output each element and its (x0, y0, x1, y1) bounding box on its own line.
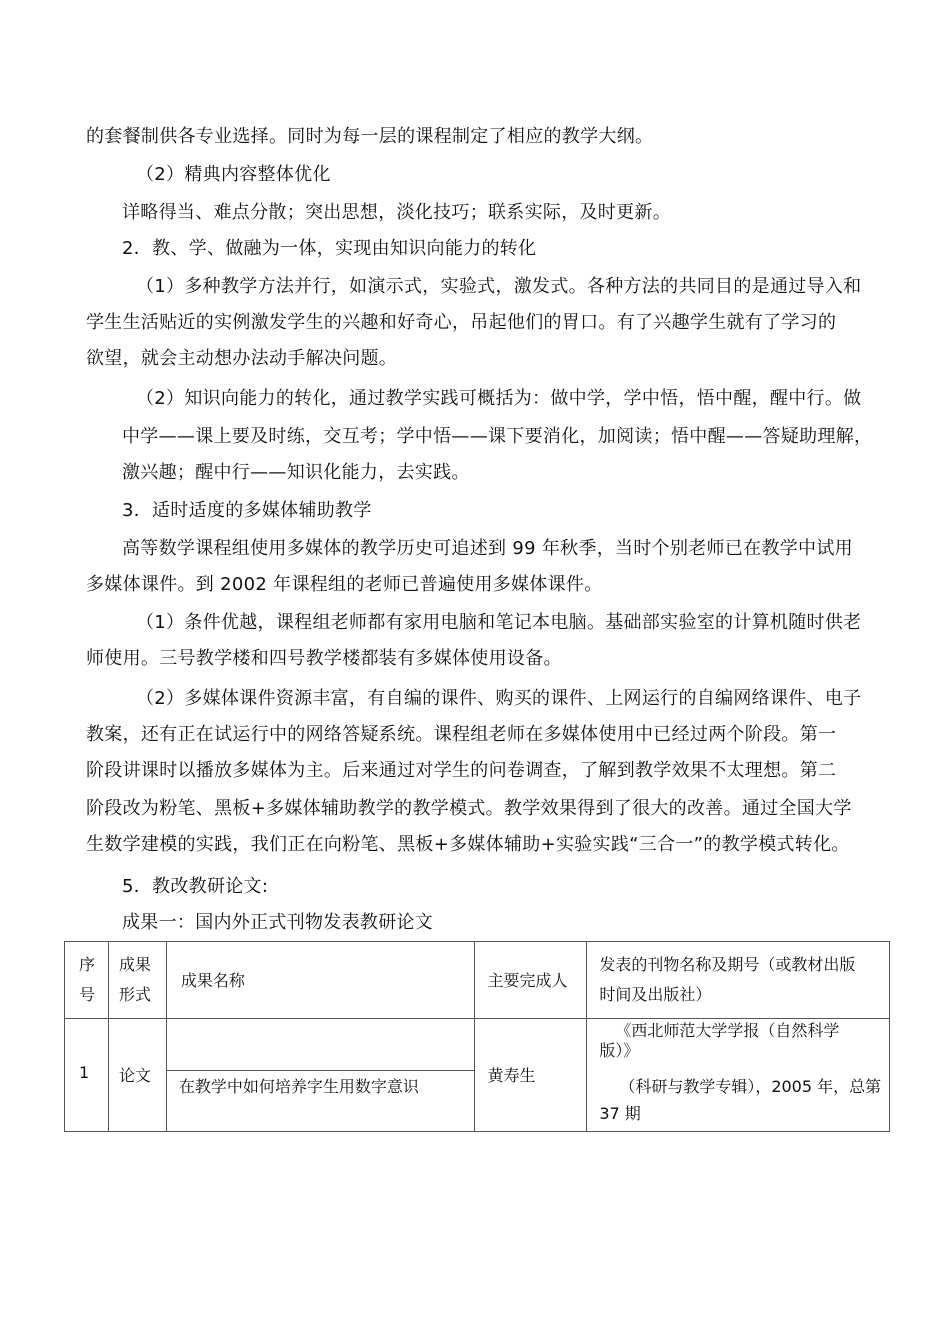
paragraph-line: 欲望，就会主动想办法动手解决问题。 (86, 348, 398, 369)
cell-name (166, 1019, 475, 1132)
paragraph-line: 教案，还有正在试运行中的网络答疑系统。课程组老师在多媒体使用中已经过两个阶段。第一 (86, 724, 837, 745)
header-type-line1: 成果 (118, 955, 151, 974)
paragraph-line: 中学——课上要及时练，交互考；学中悟——课下要消化，加阅读；悟中醒——答疑助理解， (122, 426, 873, 447)
header-pub-line2: 时间及出版社） (599, 985, 712, 1004)
cell-pub-line1: 《西北师范大学学报（自然科学 (615, 1021, 840, 1040)
header-author (475, 942, 587, 1019)
cell-seq (65, 1019, 109, 1132)
header-type (108, 942, 166, 1019)
paragraph-line: 师使用。三号教学楼和四号教学楼都装有多媒体使用设备。 (86, 648, 562, 669)
cell-seq-text: 1 (79, 1063, 90, 1082)
paragraph-line: 阶段改为粉笔、黑板+多媒体辅助教学的教学模式。教学效果得到了很大的改善。通过全国大学 (86, 798, 852, 819)
paragraph-line: 详略得当、难点分散；突出思想，淡化技巧；联系实际，及时更新。 (122, 202, 671, 223)
cell-name-text: 在教学中如何培养字生用数字意识 (167, 1070, 475, 1099)
table-header-row (65, 942, 890, 1019)
results-table (64, 941, 890, 1132)
cell-type-text: 论文 (118, 1066, 151, 1085)
table-row (65, 1019, 890, 1132)
cell-publication (587, 1019, 890, 1132)
header-name (166, 942, 475, 1019)
paragraph-line: 的套餐制供各专业选择。同时为每一层的课程制定了相应的教学大纲。 (86, 126, 654, 147)
paragraph-line: 学生生活贴近的实例激发学生的兴趣和好奇心，吊起他们的胃口。有了兴趣学生就有了学习的 (86, 312, 837, 333)
paragraph-line: 激兴趣；醒中行——知识化能力，去实践。 (122, 462, 470, 483)
cell-type (108, 1019, 166, 1132)
header-pub-line1: 发表的刊物名称及期号（或教材出版 (599, 955, 856, 974)
cell-author (475, 1019, 587, 1132)
paragraph-line: （2）多媒体课件资源丰富，有自编的课件、购买的课件、上网运行的自编网络课件、电子 (136, 688, 862, 709)
paragraph-line: 阶段讲课时以播放多媒体为主。后来通过对学生的问卷调查，了解到教学效果不太理想。第二 (86, 760, 837, 781)
cell-pub-line2: 版）》 (599, 1041, 640, 1060)
header-type-line2: 形式 (118, 985, 151, 1004)
section-heading: 2．教、学、做融为一体，实现由知识向能力的转化 (122, 238, 537, 259)
paragraph-line: 高等数学课程组使用多媒体的教学历史可追述到 99 年秋季，当时个别老师已在教学中试用 (122, 538, 853, 559)
cell-pub-line3: （科研与教学专辑），2005 年，总第 (619, 1077, 882, 1096)
cell-author-text: 黄寿生 (487, 1066, 536, 1085)
paragraph-line: （1）多种教学方法并行，如演示式，实验式，激发式。各种方法的共同目的是通过导入和 (136, 276, 862, 297)
paragraph-line: 多媒体课件。到 2002 年课程组的老师已普遍使用多媒体课件。 (86, 574, 603, 595)
header-seq (65, 942, 109, 1019)
paragraph-line: （2）知识向能力的转化，通过教学实践可概括为：做中学，学中悟，悟中醒，醒中行。做 (136, 388, 862, 409)
paragraph-line: （1）条件优越，课程组老师都有家用电脑和笔记本电脑。基础部实验室的计算机随时供老 (136, 612, 862, 633)
subheading: （2）精典内容整体优化 (136, 164, 331, 185)
cell-pub-line4: 37 期 (599, 1104, 641, 1123)
table-caption: 成果一：国内外正式刊物发表教研论文 (122, 912, 434, 933)
header-name-text: 成果名称 (180, 971, 245, 990)
header-seq-line1: 序 (79, 955, 96, 974)
section-heading: 5．教改教研论文: (122, 876, 269, 897)
header-publication (587, 942, 890, 1019)
header-seq-line2: 号 (79, 985, 96, 1004)
section-heading: 3．适时适度的多媒体辅助教学 (122, 500, 372, 521)
header-author-text: 主要完成人 (487, 971, 568, 990)
paragraph-line: 生数学建模的实践，我们正在向粉笔、黑板+多媒体辅助+实验实践“三合一”的教学模式转化。 (86, 834, 850, 855)
